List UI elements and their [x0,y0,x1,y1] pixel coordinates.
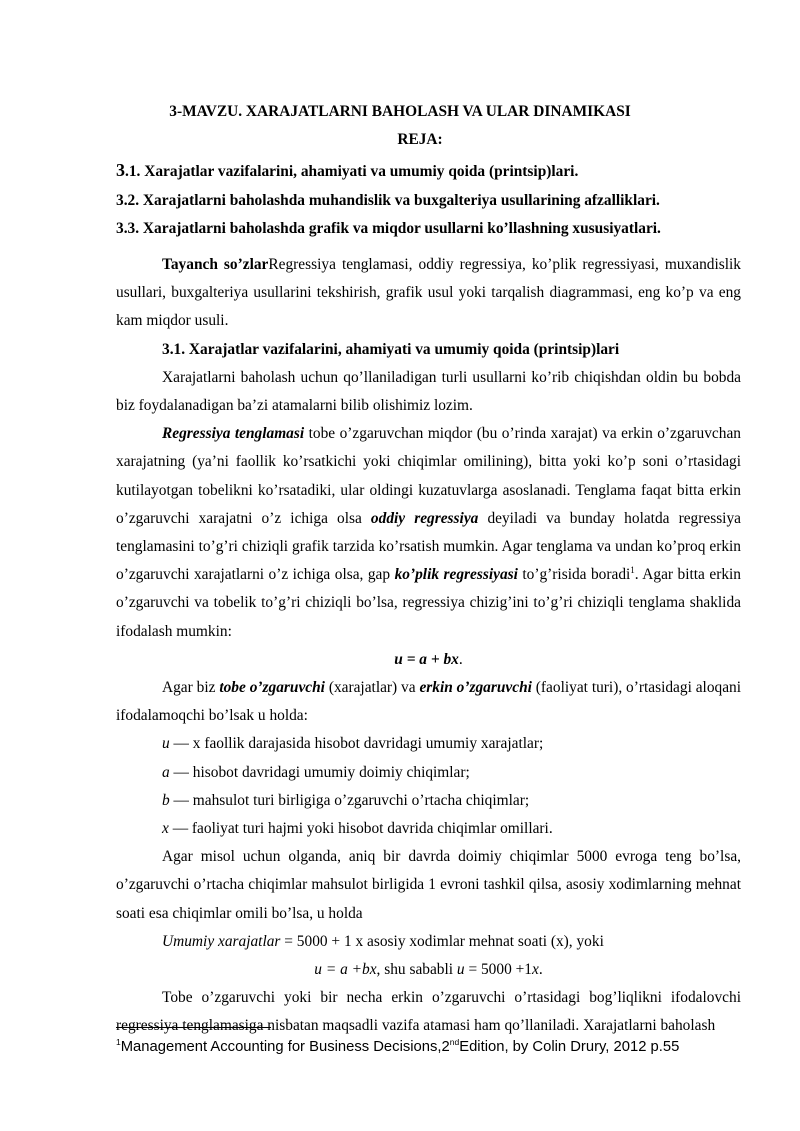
definition-u [116,730,741,758]
footnote-superscript: nd [449,1037,460,1048]
regression-formula [116,646,741,674]
footnote [116,1039,679,1055]
definition-symbol: x [162,820,169,838]
plan-item-number: 3 [116,160,125,180]
regression-text-4: . Agar bitta erkin o’zgaruvchi va tobelik to’g’ri chiziqli bo’lsa, regressiya chizig’ini to’g’ri chiziqli tenglama shaklida ifodalash mumkin: [116,566,741,640]
variables-text-3: (faoliyat turi), o’rtasidagi aloqani ifodalamoqchi bo’lsak u holda: [116,679,742,725]
variables-text-2: (xarajatlar) va [324,679,420,697]
intro-paragraph: Xarajatlarni baholash uchun qo’llaniladigan turli usullarni ko’rib chiqishdan oldin bu bobda biz foydalanadigan ba’zi atamalarni bilib olishimiz lozim. [116,368,741,415]
regression-text-1: tobe o’zgaruvchan miqdor (bu o’rinda xarajat) va erkin o’zgaruvchan xarajatning (ya’ni faollik ko’rsatkichi yoki chiqimlar omilining), bitta yoki ko’p soni o’rtasidagi kutilayotgan tobelikni ko’rsatadiki, ular oldingi kuzatuvlarga asoslanadi. Tenglama faqat bitta erkin o’zgaruvchi xarajatni o’z ichiga olsa [116,425,741,527]
formula-end: . [458,650,463,668]
example-equation-label: Umumiy xarajatlar [162,932,281,950]
term-multiple-regression: ko’plik regressiyasi [394,566,518,584]
closing-paragraph: Tobe o’zgaruvchi yoki bir necha erkin o’zgaruvchi o’rtasidagi bog’liqlikni ifodalovchi regressiya tenglamasiga nisbatan maqsadli vazifa atamasi ham qo’llaniladi. Xarajatlarni baholash [116,989,741,1035]
definition-b [116,787,741,815]
variables-paragraph [116,674,741,730]
plan-item-3 [116,220,661,238]
plan-label: REJA: [397,131,443,148]
plan-item-text: .1. Xarajatlar vazifalarini, ahamiyati va umumiy qoida (printsip)lari. [125,163,579,180]
plan-item-2 [116,192,660,210]
regression-paragraph [116,420,741,646]
definition-symbol: u [162,735,170,753]
definition-symbol: a [162,763,170,781]
plan-item-text: 3.2. Xarajatlarni baholashda muhandislik va buxgalteriya usullarining afzalliklari. [116,192,660,209]
example-paragraph: Agar misol uchun olganda, aniq bir davrda doimiy chiqimlar 5000 evroga teng bo’lsa, o’zgaruvchi o’rtacha chiqimlar mahsulot birligida 1 evroni tashkil qilsa, asosiy xodimlarning mehnat soati esa chiqimlar omili bo’lsa, u holda [116,848,741,922]
definition-text: — faoliyat turi hajmi yoki hisobot davrida chiqimlar omillari. [168,820,553,838]
section-heading: 3.1. Xarajatlar vazifalarini, ahamiyati va umumiy qoida (printsip)lari [162,340,620,358]
document-body [116,251,741,1041]
term-dependent-variable: tobe o’zgaruvchi [219,679,325,697]
definition-text: — hisobot davridagi umumiy doimiy chiqimlar; [169,763,470,781]
definition-text: — x faollik darajasida hisobot davridagi umumiy xarajatlar; [169,735,544,753]
keywords-text: Regressiya tenglamasi, oddiy regressiya, ko’plik regressiyasi, muxandislik usullari, buxgalteriya usullarini tekshirish, grafik usul yoki tarqalish diagrammasi, eng ko’p va eng kam miqdor usuli. [116,256,741,330]
equation-part: . [538,961,543,979]
example-equation-text: = 5000 + 1 x asosiy xodimlar mehnat soati (x), yoki [280,932,604,950]
footnote-text-2: Edition, by Colin Drury, 2012 p.55 [459,1039,680,1055]
page-title: 3-MAVZU. XARAJATLARNI BAHOLASH VA ULAR DINAMIKASI [169,103,631,120]
definition-symbol: b [162,791,170,809]
regression-text-3: to’g’risida boradi [517,566,631,584]
footnote-separator [116,1027,271,1028]
plan-item-text: 3.3. Xarajatlarni baholashda grafik va miqdor usullarni ko’llashning xususiyatlari. [116,220,661,237]
definition-text: — mahsulot turi birligiga o’zgaruvchi o’rtacha chiqimlar; [169,791,530,809]
variables-text-1: Agar biz [162,679,220,697]
footnote-reference: 1 [630,565,635,576]
keywords-label: Tayanch so’zlar [162,256,269,273]
term-independent-variable: erkin o’zgaruvchi [419,679,532,697]
footnote-mark: 1 [116,1037,121,1048]
equation-part: u [456,961,465,979]
equation-part: , shu sababli [376,961,457,979]
term-regression-equation: Regressiya tenglamasi [162,425,305,443]
equation-part: u = a +bx [314,961,377,979]
term-simple-regression: oddiy regressiya [370,509,479,527]
equation-part: x [532,961,539,979]
definition-a [116,759,741,787]
regression-text-2: deyiladi va bunday holatda regressiya tenglamasini to’g’ri chiziqli grafik tarzida ko’rsatish mumkin. Agar tenglama va undan ko’proq erkin o’zgaruvchi xarajatlarni o’z ichiga olsa, gap [116,509,741,584]
plan-item-1 [116,160,578,181]
definition-x [116,815,741,843]
equation-part: = 5000 +1 [464,961,532,979]
footnote-text-1: Management Accounting for Business Decisions,2 [120,1039,450,1055]
formula-text: u = a + bx [394,650,459,668]
keywords-paragraph [116,251,741,336]
example-equation [116,928,741,956]
example-equation-2 [116,956,741,984]
